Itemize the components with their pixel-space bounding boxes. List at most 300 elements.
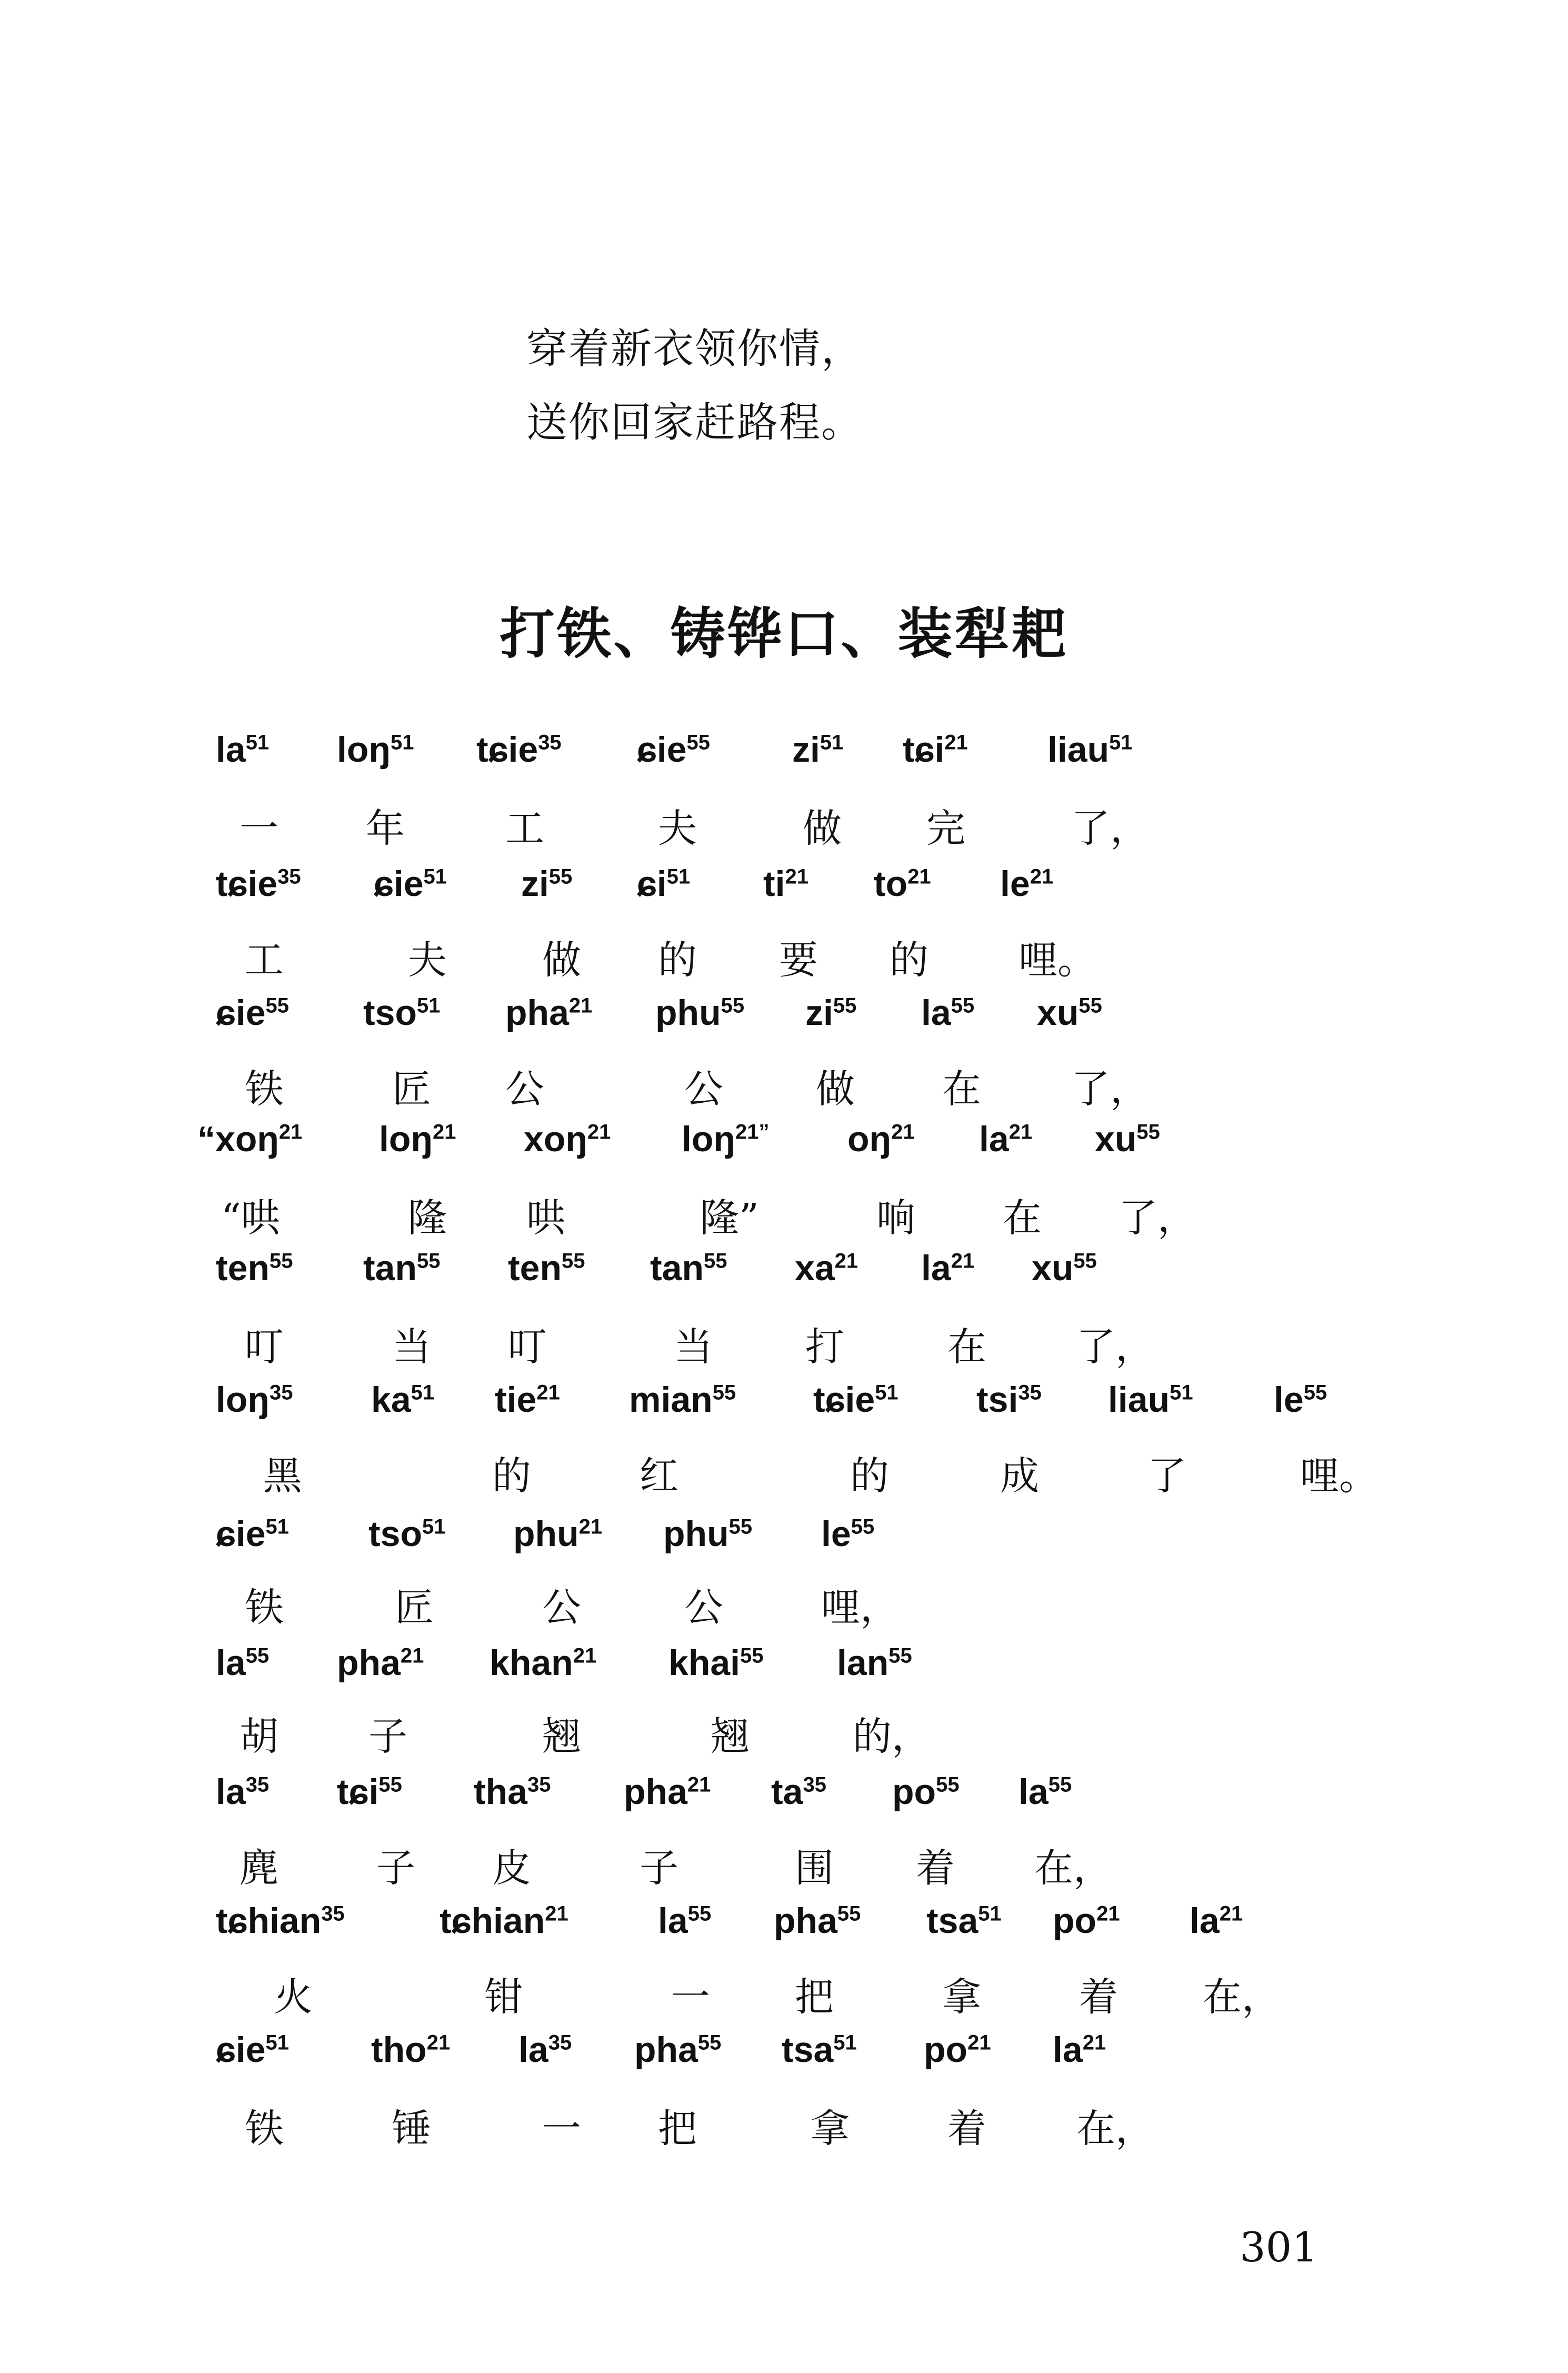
tone-number: 21 <box>578 1515 603 1539</box>
phonetic-syllable <box>874 863 931 904</box>
tone-number: 35 <box>803 1773 826 1797</box>
phonetic-syllable <box>337 1642 424 1683</box>
phonetic-syllable <box>216 2029 289 2070</box>
syllable-text: zi <box>521 864 549 904</box>
syllable-text: tho <box>371 2030 427 2070</box>
chinese-character: 的， <box>853 1714 931 1759</box>
syllable-text: xu <box>1032 1248 1074 1288</box>
tone-number: 21 <box>967 2031 991 2055</box>
syllable-text: po <box>892 1772 936 1812</box>
tone-number: 21 <box>1008 1120 1033 1144</box>
phonetic-syllable <box>924 2029 991 2070</box>
syllable-text: xu <box>1037 993 1079 1033</box>
syllable-text: mian <box>629 1380 713 1420</box>
chinese-character: 一 <box>542 2106 581 2151</box>
phonetic-syllable <box>1037 992 1102 1033</box>
phonetic-syllable <box>792 729 843 770</box>
phonetic-syllable <box>216 1771 269 1812</box>
chinese-character: 工 <box>505 806 544 851</box>
chinese-character: 叮 <box>508 1324 547 1370</box>
phonetic-syllable <box>337 1771 402 1812</box>
tone-number: 55 <box>265 994 289 1018</box>
tone-number: 51 <box>265 1515 289 1539</box>
phonetic-syllable <box>476 729 562 770</box>
poem-line-1: 穿着新衣领你情， <box>526 325 864 373</box>
chinese-gloss-line <box>0 1316 1568 1379</box>
syllable-text: tso <box>368 1514 422 1554</box>
chinese-character: 把 <box>795 1975 834 2020</box>
phonetic-syllable <box>629 1379 736 1420</box>
chinese-character: 了 <box>1147 1453 1186 1499</box>
phonetic-syllable <box>363 1248 441 1289</box>
chinese-character: 翘 <box>711 1714 750 1759</box>
syllable-text: khai <box>668 1643 741 1683</box>
chinese-character: 铁 <box>245 1066 284 1112</box>
tone-number: 21 <box>1030 865 1054 889</box>
tone-number: 51 <box>1109 731 1133 754</box>
phonetic-line <box>0 863 1568 926</box>
tone-number: 21 <box>573 1644 597 1668</box>
chinese-gloss-line <box>0 1577 1568 1640</box>
phonetic-syllable <box>637 863 690 904</box>
phonetic-syllable <box>368 1513 446 1554</box>
phonetic-syllable <box>634 2029 721 2070</box>
section-title: 打铁、铸铧口、装犁耙 <box>500 602 1068 666</box>
phonetic-syllable <box>1000 863 1053 904</box>
tone-number: 55 <box>721 994 745 1018</box>
phonetic-line <box>0 1379 1568 1442</box>
phonetic-syllable <box>363 992 441 1033</box>
syllable-text: tɕie <box>813 1380 875 1420</box>
phonetic-syllable <box>1053 1900 1120 1941</box>
tone-number: 55 <box>851 1515 875 1539</box>
chinese-character: 夫 <box>658 806 697 851</box>
chinese-character: 要 <box>779 938 818 983</box>
tone-number: 35 <box>277 865 301 889</box>
phonetic-syllable <box>1108 1379 1193 1420</box>
phonetic-syllable <box>650 1248 727 1289</box>
chinese-gloss-line <box>0 1966 1568 2029</box>
syllable-text: pha <box>774 1901 837 1941</box>
tone-number: 55 <box>951 994 975 1018</box>
syllable-text: ɕie <box>216 1514 266 1554</box>
syllable-text: tan <box>363 1248 417 1288</box>
syllable-text: tsi <box>976 1380 1018 1420</box>
syllable-text: tha <box>474 1772 527 1812</box>
tone-number: 55 <box>1048 1773 1072 1797</box>
tone-number: 51 <box>265 2031 289 2055</box>
tone-number: 51 <box>820 731 844 754</box>
chinese-character: 在， <box>1034 1846 1112 1891</box>
chinese-character: 公 <box>684 1066 723 1112</box>
chinese-character: 拿 <box>811 2106 850 2151</box>
chinese-character: 着 <box>1079 1975 1118 2020</box>
phonetic-syllable <box>1053 2029 1106 2070</box>
tone-number: 55 <box>269 1249 293 1273</box>
tone-number: 21 <box>568 994 593 1018</box>
chinese-character: 拿 <box>942 1975 981 2020</box>
phonetic-syllable <box>668 1642 764 1683</box>
phonetic-syllable <box>892 1771 960 1812</box>
syllable-text: tɕie <box>216 864 278 904</box>
phonetic-syllable <box>624 1771 711 1812</box>
chinese-gloss-line <box>0 1058 1568 1121</box>
phonetic-syllable <box>518 2029 572 2070</box>
chinese-gloss-line <box>0 1445 1568 1508</box>
chinese-gloss-line <box>0 797 1568 861</box>
tone-number: 55 <box>936 1773 960 1797</box>
chinese-character: 麂 <box>239 1846 278 1891</box>
phonetic-line <box>0 2029 1568 2092</box>
tone-number: 21 <box>426 2031 451 2055</box>
chinese-character: 的 <box>658 938 697 983</box>
tone-number: 55 <box>378 1773 402 1797</box>
phonetic-syllable <box>821 1513 874 1554</box>
tone-number: 21 <box>432 1120 456 1144</box>
syllable-text: la <box>1018 1772 1048 1812</box>
tone-number: 51 <box>833 2031 857 2055</box>
tone-number: 21 <box>587 1120 611 1144</box>
tone-number: 51 <box>390 731 414 754</box>
phonetic-syllable <box>337 729 414 770</box>
phonetic-syllable <box>763 863 808 904</box>
chinese-character: 在， <box>1076 2106 1154 2151</box>
phonetic-syllable <box>903 729 968 770</box>
syllable-text: pha <box>337 1643 401 1683</box>
phonetic-line <box>0 729 1568 792</box>
tone-number: 35 <box>548 2031 572 2055</box>
chinese-character: 了， <box>1071 1066 1149 1112</box>
chinese-character: 铁 <box>245 1585 284 1630</box>
chinese-character: 哩。 <box>1300 1453 1378 1499</box>
tone-number: 35 <box>321 1902 345 1926</box>
chinese-character: 了， <box>1071 806 1149 851</box>
chinese-character: 的 <box>492 1453 531 1499</box>
phonetic-syllable <box>782 2029 857 2070</box>
syllable-text: phu <box>655 993 721 1033</box>
tone-number: 21 <box>1096 1902 1120 1926</box>
phonetic-syllable <box>682 1119 769 1160</box>
chinese-character: 匠 <box>392 1066 431 1112</box>
phonetic-syllable <box>197 1119 302 1160</box>
chinese-character: 钳 <box>484 1975 523 2020</box>
phonetic-syllable <box>371 2029 450 2070</box>
chinese-character: 公 <box>505 1066 544 1112</box>
chinese-character: 叮 <box>245 1324 284 1370</box>
chinese-character: 黑 <box>263 1453 302 1499</box>
syllable-text: ten <box>216 1248 269 1288</box>
tone-number: 35 <box>1018 1381 1042 1404</box>
syllable-text: lan <box>837 1643 889 1683</box>
phonetic-syllable <box>921 992 974 1033</box>
chinese-character: 铁 <box>245 2106 284 2151</box>
syllable-text: tso <box>363 993 417 1033</box>
chinese-character: 着 <box>947 2106 986 2151</box>
chinese-character: 公 <box>542 1585 581 1630</box>
tone-number: 55 <box>728 1515 753 1539</box>
tone-number: 21 <box>278 1120 303 1144</box>
syllable-text: la <box>1190 1901 1220 1941</box>
chinese-character: 完 <box>926 806 965 851</box>
chinese-character: 胡 <box>239 1714 278 1759</box>
syllable-text: loŋ <box>216 1380 269 1420</box>
phonetic-syllable <box>216 1642 269 1683</box>
phonetic-syllable <box>805 992 856 1033</box>
tone-number: 51 <box>875 1381 898 1404</box>
phonetic-line <box>0 1119 1568 1182</box>
syllable-text: la <box>658 1901 688 1941</box>
syllable-text: la <box>216 1772 246 1812</box>
phonetic-line <box>0 1771 1568 1834</box>
chinese-character: 当 <box>392 1324 431 1370</box>
phonetic-line <box>0 1248 1568 1311</box>
syllable-text: tɕhian <box>440 1901 545 1941</box>
syllable-text: liau <box>1108 1380 1170 1420</box>
syllable-text: ɕie <box>374 864 424 904</box>
tone-number: 51 <box>411 1381 435 1404</box>
phonetic-syllable <box>495 1379 560 1420</box>
chinese-character: 子 <box>376 1846 415 1891</box>
phonetic-syllable <box>847 1119 915 1160</box>
chinese-character: 工 <box>245 938 284 983</box>
syllable-text: ten <box>508 1248 562 1288</box>
phonetic-syllable <box>1018 1771 1072 1812</box>
syllable-text: ta <box>771 1772 803 1812</box>
phonetic-syllable <box>1095 1119 1160 1160</box>
tone-number: 21 <box>1082 2031 1106 2055</box>
phonetic-syllable <box>921 1248 974 1289</box>
chinese-character: 年 <box>366 806 405 851</box>
chinese-character: 的 <box>890 938 928 983</box>
phonetic-syllable <box>216 729 269 770</box>
chinese-character: 打 <box>805 1324 844 1370</box>
chinese-character: 在， <box>1203 1975 1281 2020</box>
chinese-character: “哄 <box>221 1195 280 1241</box>
syllable-text: la <box>979 1119 1009 1159</box>
syllable-text: xu <box>1095 1119 1137 1159</box>
syllable-text: tɕie <box>476 730 538 770</box>
phonetic-syllable <box>837 1642 912 1683</box>
chinese-character: 匠 <box>395 1585 434 1630</box>
phonetic-syllable <box>216 1248 293 1289</box>
chinese-gloss-line <box>0 1837 1568 1900</box>
tone-number: 35 <box>538 731 562 754</box>
chinese-character: 隆 <box>408 1195 447 1241</box>
chinese-gloss-line <box>0 929 1568 992</box>
chinese-gloss-line <box>0 1706 1568 1769</box>
syllable-text: phu <box>513 1514 579 1554</box>
phonetic-syllable <box>216 863 301 904</box>
phonetic-syllable <box>774 1900 861 1941</box>
tone-number: 51 <box>666 865 691 889</box>
phonetic-line <box>0 1900 1568 1963</box>
syllable-text: le <box>1000 864 1030 904</box>
syllable-text: xa <box>795 1248 835 1288</box>
phonetic-line <box>0 992 1568 1055</box>
syllable-text: le <box>1274 1380 1304 1420</box>
chinese-character: 哩， <box>821 1585 899 1630</box>
chinese-character: 子 <box>640 1846 678 1891</box>
phonetic-syllable <box>658 1900 711 1941</box>
phonetic-syllable <box>513 1513 602 1554</box>
phonetic-syllable <box>771 1771 826 1812</box>
chinese-character: 围 <box>795 1846 834 1891</box>
tone-number: 55 <box>888 1644 912 1668</box>
chinese-character: 的 <box>850 1453 889 1499</box>
phonetic-syllable <box>379 1119 456 1160</box>
phonetic-line <box>0 1642 1568 1706</box>
tone-number: 21 <box>545 1902 568 1926</box>
syllable-text: tɕi <box>337 1772 379 1812</box>
phonetic-syllable <box>976 1379 1042 1420</box>
syllable-text: loŋ <box>337 730 391 770</box>
phonetic-syllable <box>795 1248 858 1289</box>
chinese-character: 着 <box>916 1846 955 1891</box>
chinese-character: 夫 <box>408 938 447 983</box>
chinese-character: 在 <box>942 1066 981 1112</box>
chinese-character: 皮 <box>492 1846 531 1891</box>
syllable-text: loŋ <box>379 1119 433 1159</box>
tone-number: 51 <box>417 994 441 1018</box>
phonetic-syllable <box>216 1379 293 1420</box>
chinese-character: 哩。 <box>1018 938 1096 983</box>
phonetic-syllable <box>216 1900 345 1941</box>
syllable-text: la <box>921 1248 951 1288</box>
syllable-text: zi <box>792 730 820 770</box>
tone-number: 55 <box>833 994 857 1018</box>
chinese-character: 成 <box>1000 1453 1039 1499</box>
syllable-text: ti <box>763 864 785 904</box>
tone-number: 55 <box>1078 994 1102 1018</box>
tone-number: 21 <box>951 1249 975 1273</box>
phonetic-line <box>0 1513 1568 1577</box>
phonetic-syllable <box>521 863 572 904</box>
tone-number: 55 <box>1073 1249 1097 1273</box>
tone-number: 55 <box>704 1249 727 1273</box>
syllable-text: po <box>1053 1901 1097 1941</box>
chinese-gloss-line <box>0 1187 1568 1250</box>
tone-number: 51 <box>978 1902 1002 1926</box>
tone-number: 55 <box>417 1249 441 1273</box>
syllable-text: ɕi <box>637 864 667 904</box>
syllable-text: pha <box>624 1772 687 1812</box>
chinese-character: 了， <box>1076 1324 1154 1370</box>
chinese-character: 一 <box>671 1975 710 2020</box>
tone-number: 55 <box>548 865 573 889</box>
tone-number: 51 <box>423 865 447 889</box>
syllable-text: la <box>216 1643 246 1683</box>
tone-number: 35 <box>527 1773 551 1797</box>
syllable-text: “xoŋ <box>197 1119 279 1159</box>
tone-number: 21” <box>735 1120 770 1144</box>
tone-number: 55 <box>697 2031 722 2055</box>
syllable-text: zi <box>805 993 833 1033</box>
phonetic-syllable <box>440 1900 568 1941</box>
phonetic-syllable <box>371 1379 434 1420</box>
syllable-text: ka <box>371 1380 411 1420</box>
syllable-text: tɕi <box>903 730 945 770</box>
syllable-text: ɕie <box>216 993 266 1033</box>
tone-number: 21 <box>400 1644 424 1668</box>
phonetic-syllable <box>216 1513 289 1554</box>
poem-line-2: 送你回家赶路程。 <box>526 399 864 446</box>
syllable-text: tsa <box>926 1901 978 1941</box>
chinese-character: 当 <box>674 1324 713 1370</box>
phonetic-syllable <box>926 1900 1002 1941</box>
tone-number: 21 <box>891 1120 915 1144</box>
syllable-text: to <box>874 864 908 904</box>
chinese-character: 在 <box>947 1324 986 1370</box>
page-number: 301 <box>1240 2224 1318 2271</box>
syllable-text: tie <box>495 1380 537 1420</box>
tone-number: 21 <box>536 1381 560 1404</box>
syllable-text: liau <box>1047 730 1110 770</box>
syllable-text: tan <box>650 1248 704 1288</box>
chinese-character: 火 <box>274 1975 313 2020</box>
chinese-character: 红 <box>640 1453 678 1499</box>
syllable-text: loŋ <box>682 1119 735 1159</box>
chinese-character: 了， <box>1118 1195 1196 1241</box>
syllable-text: ɕie <box>216 2030 266 2070</box>
tone-number: 21 <box>907 865 931 889</box>
chinese-character: 把 <box>658 2106 697 2151</box>
chinese-character: 哄 <box>526 1195 565 1241</box>
phonetic-syllable <box>474 1771 551 1812</box>
phonetic-syllable <box>1190 1900 1243 1941</box>
syllable-text: pha <box>505 993 569 1033</box>
tone-number: 21 <box>785 865 809 889</box>
phonetic-syllable <box>637 729 710 770</box>
tone-number: 55 <box>712 1381 736 1404</box>
syllable-text: khan <box>490 1643 573 1683</box>
tone-number: 55 <box>245 1644 269 1668</box>
syllable-text: la <box>216 730 246 770</box>
phonetic-syllable <box>490 1642 596 1683</box>
tone-number: 55 <box>686 731 711 754</box>
chinese-character: 在 <box>1003 1195 1042 1241</box>
phonetic-syllable <box>1032 1248 1097 1289</box>
chinese-character: 做 <box>803 806 842 851</box>
phonetic-syllable <box>655 992 744 1033</box>
chinese-character: 一 <box>239 806 278 851</box>
phonetic-syllable <box>216 992 289 1033</box>
tone-number: 55 <box>740 1644 764 1668</box>
tone-number: 35 <box>245 1773 269 1797</box>
syllable-text: ɕie <box>637 730 687 770</box>
phonetic-syllable <box>979 1119 1032 1160</box>
tone-number: 55 <box>837 1902 861 1926</box>
syllable-text: tɕhian <box>216 1901 322 1941</box>
tone-number: 35 <box>269 1381 293 1404</box>
chinese-character: 做 <box>542 938 581 983</box>
syllable-text: le <box>821 1514 851 1554</box>
syllable-text: po <box>924 2030 968 2070</box>
chinese-character: 翘 <box>542 1714 581 1759</box>
chinese-character: 公 <box>684 1585 723 1630</box>
chinese-character: 做 <box>816 1066 855 1112</box>
tone-number: 51 <box>245 731 269 754</box>
tone-number: 51 <box>422 1515 446 1539</box>
syllable-text: phu <box>663 1514 729 1554</box>
phonetic-syllable <box>813 1379 898 1420</box>
syllable-text: pha <box>634 2030 698 2070</box>
phonetic-syllable <box>374 863 447 904</box>
chinese-gloss-line <box>0 2098 1568 2161</box>
syllable-text: la <box>1053 2030 1083 2070</box>
tone-number: 55 <box>1303 1381 1327 1404</box>
tone-number: 21 <box>1219 1902 1243 1926</box>
tone-number: 51 <box>1170 1381 1193 1404</box>
